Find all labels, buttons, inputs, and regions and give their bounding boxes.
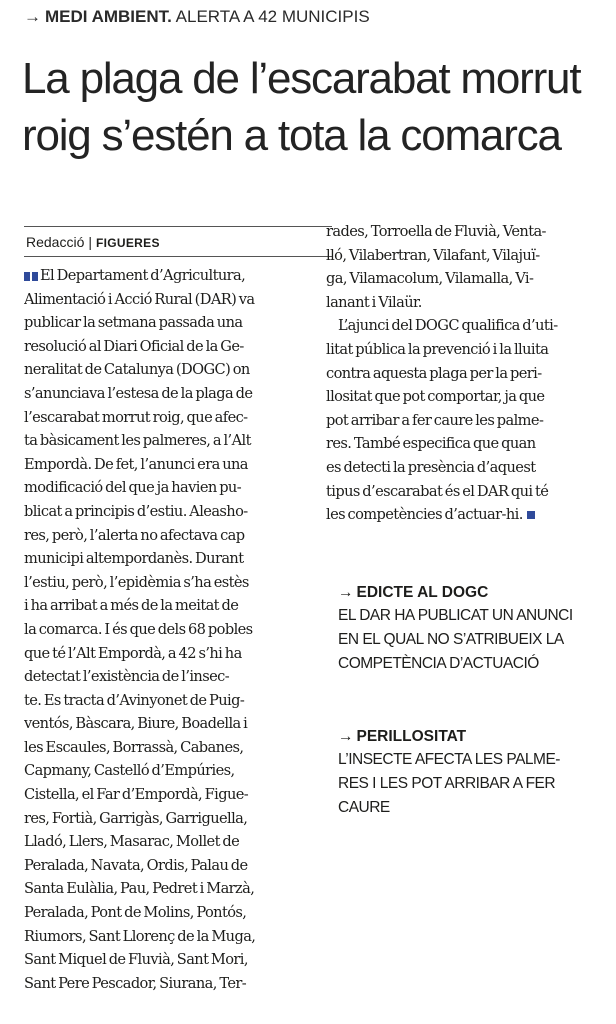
arrow-right-icon: → [338, 728, 354, 745]
body-text-line: llositat que pot comportar, ja que [326, 388, 545, 406]
article-body-left-column [24, 264, 330, 995]
body-text-line: te. Es tracta d’Avinyonet de Puig- [24, 691, 245, 709]
body-text-line: Sant Miquel de Fluvià, Sant Mori, [24, 951, 248, 969]
body-text-line: El Departament d’Agricultura, [40, 267, 246, 284]
body-text-line: L’ajunci del DOGC qualifica d’uti- [338, 317, 558, 335]
body-text-line: res. També especifica que quan [326, 435, 536, 453]
body-text-line: que té l’Alt Empordà, a 42 s’hi ha [24, 644, 242, 662]
sidebar-heading-text: PERILLOSITAT [356, 728, 467, 745]
body-text-line: i ha arribat a més de la meitat de [24, 597, 239, 615]
body-text-line: detectat l’existència de l’insec- [24, 668, 230, 686]
body-text-line: es detecti la presència d’aquest [326, 458, 536, 476]
paragraph-start [24, 264, 330, 288]
body-text-line: res, Fortià, Garrigàs, Garriguella, [24, 809, 248, 827]
headline-line: La plaga de l’escarabat morrut [22, 54, 581, 103]
paragraph-start-marker-icon [24, 272, 38, 281]
byline [24, 226, 332, 257]
sidebar-text-line: RES I LES POT ARRIBAR A FER [338, 775, 556, 792]
body-text-line: s’anunciava l’estesa de la plaga de [24, 384, 253, 402]
sidebar-text-line: EN EL QUAL NO S’ATRIBUEIX LA [338, 631, 564, 648]
body-text-line: municipi altempordanès. Durant [24, 550, 244, 568]
body-text-line: Lladó, Llers, Masarac, Mollet de [24, 833, 240, 851]
arrow-right-icon: → [338, 584, 354, 601]
body-text-line: ga, Vilamacolum, Vilamalla, Vi- [326, 270, 534, 288]
body-text-line: Empordà. De fet, l’anunci era una [24, 455, 248, 473]
body-text-line: l’escarabat morrut roig, que afec- [24, 408, 248, 426]
sidebar-box-edicte [338, 582, 608, 676]
sidebar-box-perillositat [338, 726, 608, 820]
section-label: MEDI AMBIENT. [45, 7, 172, 26]
arrow-right-icon: → [24, 7, 41, 26]
body-text-line: neralitat de Catalunya (DOGC) on [24, 361, 250, 379]
body-text-line: rades, Torroella de Fluvià, Venta- [326, 223, 546, 240]
sidebar-heading [338, 726, 608, 748]
body-text-line: res, però, l’alerta no afectava cap [24, 526, 245, 544]
headline-line: roig s’estén a tota la comarca [22, 111, 561, 160]
body-text-line: tipus d’escarabat és el DAR qui té [326, 482, 549, 500]
body-text-line: Alimentació i Acció Rural (DAR) va [24, 290, 255, 308]
article-end-marker-icon [527, 511, 535, 519]
sidebar-text-line: L’INSECTE AFECTA LES PALME- [338, 751, 560, 768]
sidebar-heading [338, 582, 608, 604]
body-text-line: contra aquesta plaga per la peri- [326, 364, 542, 382]
byline-place: FIGUERES [96, 236, 160, 250]
sidebar-text-line: COMPETÈNCIA D’ACTUACIÓ [338, 655, 539, 672]
body-text-line: ta bàsicament les palmeres, a l’Alt [24, 432, 251, 450]
kicker-subtitle: ALERTA A 42 MUNICIPIS [175, 7, 370, 26]
body-text-line: la comarca. I és que dels 68 pobles [24, 620, 253, 638]
sidebar-body [338, 604, 608, 676]
body-text-line: Peralada, Navata, Ordis, Palau de [24, 856, 248, 874]
sidebar-text-line: EL DAR HA PUBLICAT UN ANUNCI [338, 607, 573, 624]
sidebar-body [338, 748, 608, 820]
body-text-line: litat pública la prevenció i la lluita [326, 340, 549, 358]
body-text-line: Peralada, Pont de Molins, Pontós, [24, 904, 247, 922]
body-text-line: publicar la setmana passada una [24, 314, 243, 332]
sidebar-text-line: CAURE [338, 799, 390, 816]
body-text-line: blicat a principis d’estiu. Aleasho- [24, 502, 248, 520]
body-text-line: lló, Vilabertran, Vilafant, Vilajuï- [326, 246, 540, 264]
body-text-line: lanant i Vilaür. [326, 293, 422, 311]
headline [22, 50, 612, 164]
article-body-right-column [326, 220, 596, 527]
paragraph-end [326, 503, 596, 527]
sidebar-heading-text: EDICTE AL DOGC [356, 584, 489, 601]
body-text-line: modificació del que ja havien pu- [24, 479, 242, 497]
byline-author: Redacció [26, 234, 85, 250]
body-text-line: pot arribar a fer caure les palme- [326, 411, 544, 429]
body-text-line: Cistella, el Far d’Empordà, Figue- [24, 786, 249, 804]
body-text-line: l’estiu, però, l’epidèmia s’ha estès [24, 573, 249, 591]
body-text-line: Capmany, Castelló d’Empúries, [24, 762, 235, 780]
body-text-line: resolució al Diari Oficial de la Ge- [24, 337, 244, 355]
body-text-line: Santa Eulàlia, Pau, Pedret i Marzà, [24, 880, 255, 898]
body-text-line: ventós, Bàscara, Biure, Boadella i [24, 715, 248, 733]
body-text-line: les Escaules, Borrassà, Cabanes, [24, 738, 244, 756]
byline-separator: | [88, 234, 93, 250]
body-text-line: Riumors, Sant Llorenç de la Muga, [24, 927, 256, 945]
kicker [24, 6, 370, 28]
body-text-line: les competències d’actuar-hi. [326, 506, 523, 524]
body-text-line: Sant Pere Pescador, Siurana, Ter- [24, 974, 247, 992]
